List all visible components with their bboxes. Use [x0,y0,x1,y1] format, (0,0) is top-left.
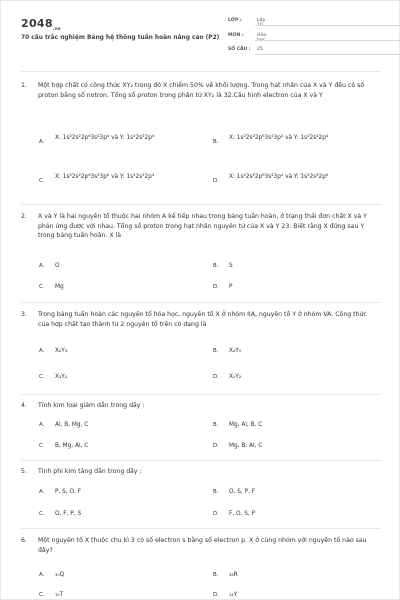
option-key: C. [39,178,45,184]
question-divider [21,460,381,461]
quiz-title: 70 câu trắc nghiệm Bảng hệ thống tuần hoàn nâng cao (P2) [21,35,220,41]
option-key: D. [213,284,219,290]
option-text: O, F, P, S [55,511,82,517]
option-text: Mg [55,284,64,290]
info-divider [255,54,400,55]
option-text: ₁₉T [55,592,64,598]
info-label: MÔN : [228,33,244,38]
option-text: S [229,263,233,269]
option-text: X: 1s²2s²2p⁶3s²3p⁴ và Y: 1s²2s²2p⁶ [229,174,329,180]
option-text: P, S, O, F [55,489,82,495]
option-text: B, Mg, Al, C [55,443,89,449]
question-stem: Tính phi kim tăng dần trong dãy : [38,468,142,475]
question-divider [21,204,381,205]
option-key: B. [213,572,219,578]
site-logo[interactable] [21,17,61,31]
info-label: SỐ CÂU : [228,47,251,52]
option-key: A. [39,572,45,578]
option-key: B. [213,422,219,428]
option-text: X₅Y₂ [229,374,242,380]
option-key: C. [39,374,45,380]
option-key: D. [213,592,219,598]
option-key: A. [39,263,45,269]
question-stem: X và Y là hai nguyên tố thuộc hai nhóm A kế tiếp nhau trong bảng tuần hoàn, ở trạng thái đơn chất X và Y phản ứng được với nhau. Tổng số proton trong hạt nhân nguyên tử của X và Y 23. Biết rằng X đứng sau Y trong bảng tuần hoàn. X là [38,213,367,240]
option-text: ₃₈R [229,572,238,578]
option-key: A. [39,422,45,428]
option-key: C. [39,511,45,517]
option-key: D. [213,374,219,380]
option-text: X: 1s²2s²2p⁶3s²3p⁴ và Y: 1s²2s²2p⁴ [55,135,155,141]
option-text: X₃Y₂ [55,374,68,380]
info-divider [255,40,400,41]
question-number: 4. [21,402,27,409]
logo-text: 2048 [21,17,53,30]
question-stem: Tính kim loại giảm dần trong dãy : [38,402,145,409]
option-key: C. [39,443,45,449]
info-divider [255,25,400,26]
question-stem: Trong bảng tuần hoàn các nguyên tố hóa học, nguyên tố X ở nhóm IIA, nguyên tố Y ở nhóm VA. Công thức của hợp chất tạo thành từ 2 nguyên tố trên có dạng là [38,311,367,328]
question-number: 1. [21,82,27,89]
info-label: LỚP : [228,18,242,23]
option-key: C. [39,592,45,598]
question-number: 6. [21,537,27,544]
option-text: O [55,263,60,269]
info-value: Lớp [257,18,266,23]
question-number: 5. [21,468,27,475]
option-key: D. [213,443,219,449]
option-text: P [229,284,233,290]
option-key: B. [213,139,219,145]
option-key: A. [39,489,45,495]
question-number: 2. [21,213,27,220]
question-stem: Một hợp chất có công thức XY₂ trong đó X chiếm 50% về khối lượng. Trong hạt nhân của X và Y đều có số proton bằng số notron. Tổng số proton trong phân tử XY₂ là 32.Cấu hình electron của X và Y [38,82,365,99]
option-text: Al, B, Mg, C [55,422,89,428]
option-text: F, O, S, P [229,511,256,517]
header-divider [21,71,381,72]
question-divider [21,302,381,303]
option-key: D. [213,178,219,184]
option-text: X₂Y₃ [55,348,68,354]
option-key: B. [213,348,219,354]
option-text: Mg, Al, B, C [229,422,263,428]
question-number: 3. [21,311,27,318]
logo-suffix: .vn [52,26,61,32]
info-value: Hóa [257,33,267,38]
option-text: ₁₄Y [229,592,238,598]
option-key: C. [39,284,45,290]
option-text: O, S, P, F [229,489,256,495]
info-value: 25 [257,47,263,52]
option-text: X: 1s²2s²2p⁶3s²3p³ và Y: 1s²2s²2p⁴ [229,135,329,141]
option-text: Mg, B, Al, C [229,443,263,449]
option-text: X: 1s²2s²2p⁶3s²3p⁶ và Y: 1s²2s²2p⁴ [55,174,155,180]
option-key: A. [39,139,45,145]
option-key: D. [213,511,219,517]
option-key: B. [213,489,219,495]
question-divider [21,394,381,395]
question-divider [21,528,381,529]
page-header [1,1,400,63]
option-text: ₃₀Q [55,572,65,578]
question-stem: Một nguyên tố X thuộc chu kì 3 có số electron s bằng số electron p. X ở cùng nhóm với nguyên tố nào sau đây? [38,537,367,554]
option-key: A. [39,348,45,354]
option-text: X₂Y₅ [229,348,242,354]
option-key: B. [213,263,219,269]
